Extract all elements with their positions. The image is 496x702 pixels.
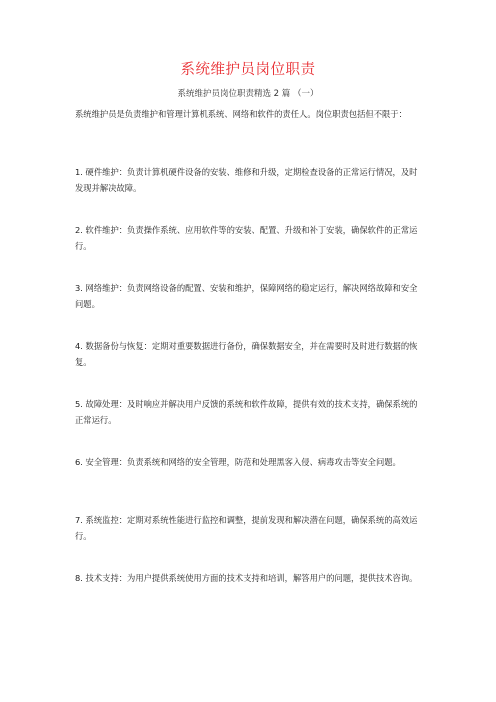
duty-item-software: 2. 软件维护：负责操作系统、应用软件等的安装、配置、升级和补丁安装，确保软件的正常运行。 — [75, 225, 418, 251]
page-title: 系统维护员岗位职责 — [180, 62, 316, 78]
duty-item-troubleshooting: 5. 故障处理：及时响应并解决用户反馈的系统和软件故障，提供有效的技术支持，确保系统的正常运行。 — [75, 399, 418, 425]
duty-item-network: 3. 网络维护：负责网络设备的配置、安装和维护，保障网络的稳定运行，解决网络故障和安全问题。 — [75, 283, 418, 309]
duty-item-security: 6. 安全管理：负责系统和网络的安全管理，防范和处理黑客入侵、病毒攻击等安全问题。 — [75, 457, 401, 467]
duty-item-hardware: 1. 硬件维护：负责计算机硬件设备的安装、维修和升级，定期检查设备的正常运行情况，及时发现并解决故障。 — [75, 167, 418, 193]
intro-paragraph: 系统维护员是负责维护和管理计算机系统、网络和软件的责任人。岗位职责包括但不限于： — [75, 109, 407, 119]
duty-item-support: 8. 技术支持：为用户提供系统使用方面的技术支持和培训，解答用户的问题，提供技术咨询。 — [75, 573, 418, 583]
duty-item-monitoring: 7. 系统监控：定期对系统性能进行监控和调整，提前发现和解决潜在问题，确保系统的高效运行。 — [75, 515, 418, 541]
duty-item-backup: 4. 数据备份与恢复：定期对重要数据进行备份，确保数据安全，并在需要时及时进行数据的恢复。 — [75, 341, 418, 367]
page-subtitle: 系统维护员岗位职责精选 2 篇 （一） — [177, 89, 319, 99]
